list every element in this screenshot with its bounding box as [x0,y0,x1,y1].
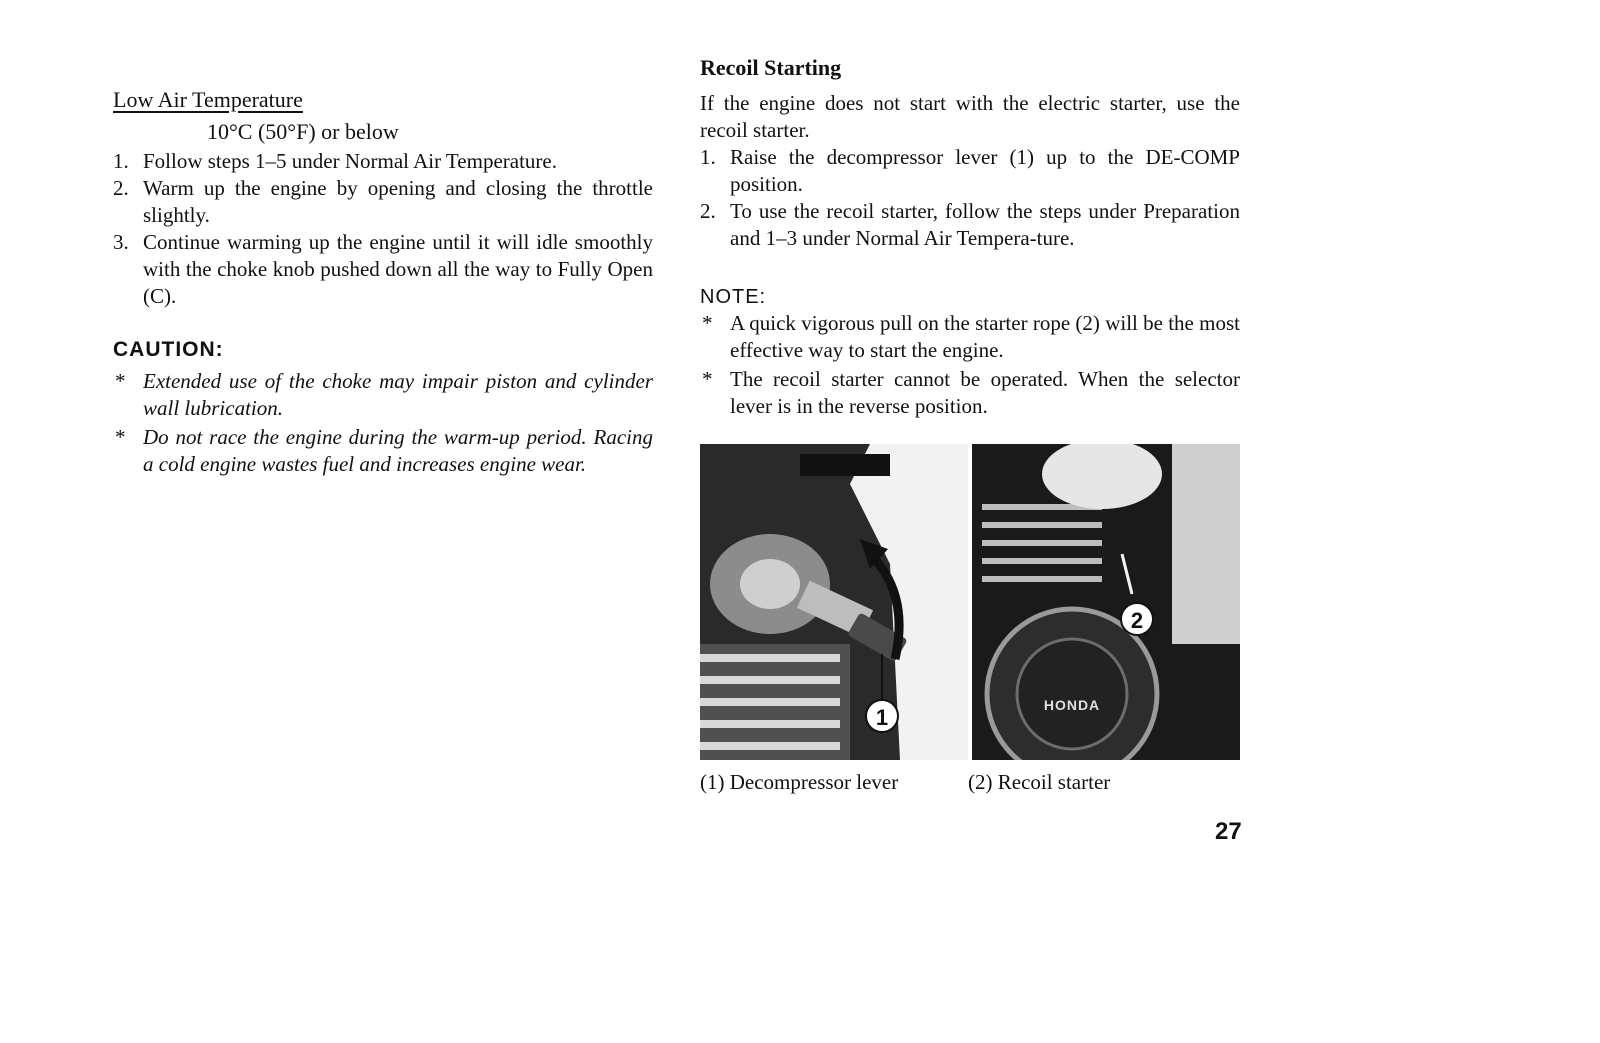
step-number: 1. [700,145,716,169]
list-item [700,198,1240,252]
step-text: Continue warming up the engine until it will idle smoothly with the choke knob pushed down all the way to Fully Open (C). [143,230,653,308]
asterisk: * [702,311,713,335]
callout-label: 1 [875,705,889,730]
note-list [700,310,1240,422]
step-number: 1. [113,149,129,173]
page-number: 27 [1215,818,1242,845]
recoil-steps [700,144,1240,252]
caution-heading: CAUTION: [113,338,224,361]
list-item [113,229,653,310]
list-item [700,310,1240,364]
list-item [113,148,653,175]
temperature-condition: 10°C (50°F) or below [207,119,399,144]
list-item [113,424,653,478]
caption-recoil-starter: (2) Recoil starter [968,770,1111,794]
list-item [113,175,653,229]
step-number: 2. [113,176,129,200]
step-text: To use the recoil starter, follow the steps under Preparation and 1–3 under Normal Air Tempera-ture. [730,199,1240,250]
decompressor-illustration [700,444,968,760]
section-title: Low Air Temperature [113,87,303,112]
low-temp-steps [113,148,653,310]
recoil-starter-photo [972,444,1240,760]
brand-label: HONDA [1043,697,1101,713]
recoil-heading: Recoil Starting [700,55,842,80]
engine-photos [700,444,1240,760]
list-item [700,366,1240,420]
caption-decompressor: (1) Decompressor lever [700,770,899,794]
caution-text: Do not race the engine during the warm-up period. Racing a cold engine wastes fuel and increases engine wear. [143,425,653,476]
step-text: Warm up the engine by opening and closing the throttle slightly. [143,176,653,227]
caution-text: Extended use of the choke may impair piston and cylinder wall lubrication. [143,369,653,420]
asterisk: * [115,369,126,393]
step-text: Raise the decompressor lever (1) up to the DE-COMP position. [730,145,1240,196]
step-number: 3. [113,230,129,254]
caution-list [113,368,653,480]
recoil-starter-illustration [972,444,1240,760]
note-heading: NOTE: [700,286,767,308]
decompressor-photo [700,444,968,760]
list-item [113,368,653,422]
asterisk: * [115,425,126,449]
step-text: Follow steps 1–5 under Normal Air Temperature. [143,149,557,173]
asterisk: * [702,367,713,391]
recoil-intro: If the engine does not start with the electric starter, use the recoil starter. [700,91,1240,142]
list-item [700,144,1240,198]
step-number: 2. [700,199,716,223]
note-text: A quick vigorous pull on the starter rope (2) will be the most effective way to start the engine. [730,311,1240,362]
callout-label: 2 [1130,608,1144,633]
note-text: The recoil starter cannot be operated. When the selector lever is in the reverse position. [730,367,1240,418]
